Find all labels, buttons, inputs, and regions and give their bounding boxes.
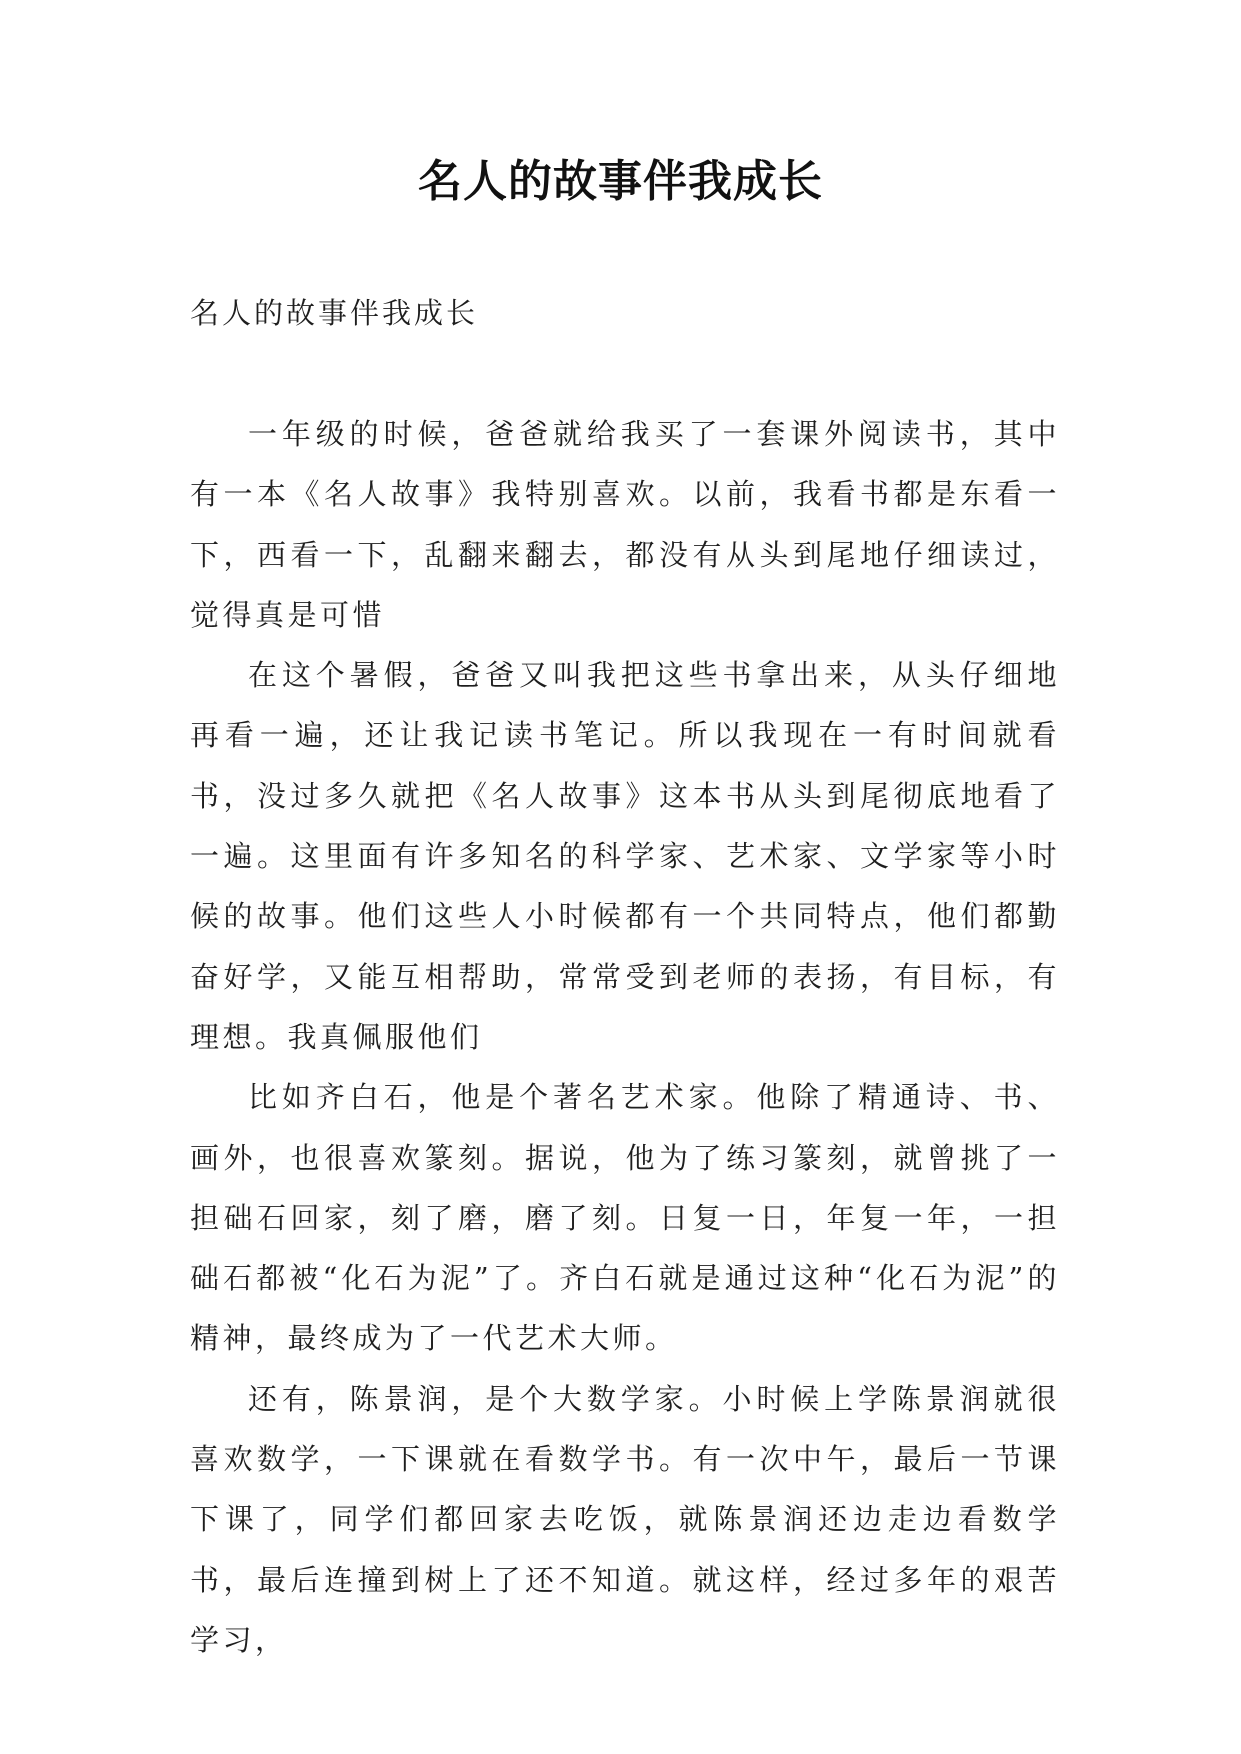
paragraph: 比如齐白石，他是个著名艺术家。他除了精通诗、书、画外，也很喜欢篆刻。据说，他为了练习篆刻，就曾挑了一担础石回家，刻了磨，磨了刻。日复一日，年复一年，一担础石都被“化石为泥”了。齐白石就是通过这种“化石为泥”的精神，最终成为了一代艺术大师。 [190, 1080, 1060, 1356]
document-subtitle: 名人的故事伴我成长 [190, 296, 479, 330]
paragraph: 一年级的时候，爸爸就给我买了一套课外阅读书，其中有一本《名人故事》我特别喜欢。以前，我看书都是东看一下，西看一下，乱翻来翻去，都没有从头到尾地仔细读过，觉得真是可惜 [190, 417, 1060, 632]
paragraph: 在这个暑假，爸爸又叫我把这些书拿出来，从头仔细地再看一遍，还让我记读书笔记。所以我现在一有时间就看书，没过多久就把《名人故事》这本书从头到尾彻底地看了一遍。这里面有许多知名的科学家、艺术家、文学家等小时候的故事。他们这些人小时候都有一个共同特点，他们都勤奋好学，又能互相帮助，常常受到老师的表扬，有目标，有理想。我真佩服他们 [190, 658, 1060, 1054]
document-body [190, 404, 1060, 1670]
paragraph: 还有，陈景润，是个大数学家。小时候上学陈景润就很喜欢数学，一下课就在看数学书。有一次中午，最后一节课下课了，同学们都回家去吃饭，就陈景润还边走边看数学书，最后连撞到树上了还不知道。就这样，经过多年的艰苦学习， [190, 1381, 1060, 1657]
document-title: 名人的故事伴我成长 [418, 156, 823, 207]
